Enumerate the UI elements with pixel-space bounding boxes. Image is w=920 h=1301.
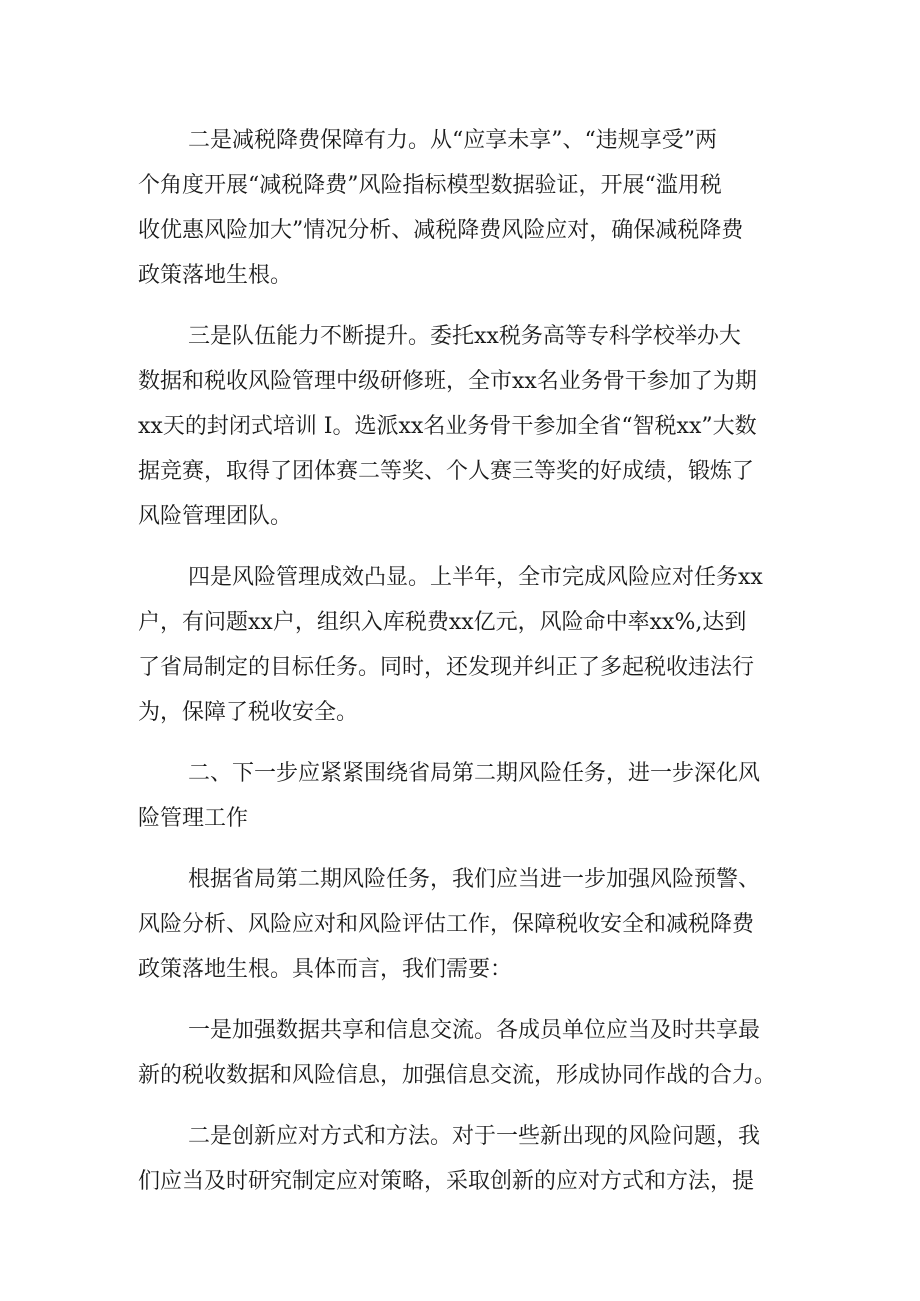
paragraph-innovation: [138, 1114, 788, 1204]
text-line: 们应当及时研究制定应对策略，采取创新的应对方式和方法，提: [138, 1169, 755, 1194]
text-line: 一是加强数据共享和信息交流。各成员单位应当及时共享最: [188, 1018, 761, 1043]
paragraph-data-sharing: [138, 1008, 788, 1098]
text-line: 为，保障了税收安全。: [138, 700, 359, 725]
text-line: 二、下一步应紧紧围绕省局第二期风险任务，进一步深化风: [188, 761, 761, 786]
text-line: 风险分析、风险应对和风险评估工作，保障税收安全和减税降费: [138, 912, 755, 937]
document-body: [138, 118, 788, 1220]
text-line: 二是创新应对方式和方法。对于一些新出现的风险问题，我: [188, 1124, 761, 1149]
text-line: 二是减税降费保障有力。从“应享未享”、“违规享受”两: [188, 128, 717, 153]
text-line: xx天的封闭式培训 I。选派xx名业务骨干参加全省“智税xx”大数: [138, 414, 757, 439]
text-line: 数据和税收风险管理中级研修班，全市xx名业务骨干参加了为期: [138, 369, 757, 394]
paragraph-tax-reduction: [138, 118, 788, 298]
text-line: 收优惠风险加大”情况分析、减税降费风险应对，确保减税降费: [138, 218, 744, 243]
text-line: 根据省局第二期风险任务，我们应当进一步加强风险预警、: [188, 867, 761, 892]
text-line: 个角度开展“减税降费”风险指标模型数据验证，开展“滥用税: [138, 173, 722, 198]
section-heading-next-steps: [138, 751, 788, 841]
text-line: 四是风险管理成效凸显。上半年，全市完成风险应对任务xx: [188, 565, 763, 590]
text-line: 据竞赛，取得了团体赛二等奖、个人赛三等奖的好成绩，锻炼了: [138, 459, 755, 484]
paragraph-risk-results: [138, 555, 788, 735]
text-line: 政策落地生根。: [138, 263, 293, 288]
text-line: 新的税收数据和风险信息，加强信息交流，形成协同作战的合力。: [138, 1063, 777, 1088]
text-line: 了省局制定的目标任务。同时，还发现并纠正了多起税收违法行: [138, 655, 755, 680]
paragraph-team-capability: [138, 314, 788, 539]
text-line: 户，有问题xx户，组织入库税费xx亿元，风险命中率xx%,达到: [138, 610, 747, 635]
text-line: 险管理工作: [138, 806, 249, 831]
text-line: 政策落地生根。具体而言，我们需要：: [138, 957, 513, 982]
text-line: 风险管理团队。: [138, 504, 293, 529]
paragraph-provincial-tasks: [138, 857, 788, 992]
text-line: 三是队伍能力不断提升。委托xx税务高等专科学校举办大: [188, 324, 741, 349]
